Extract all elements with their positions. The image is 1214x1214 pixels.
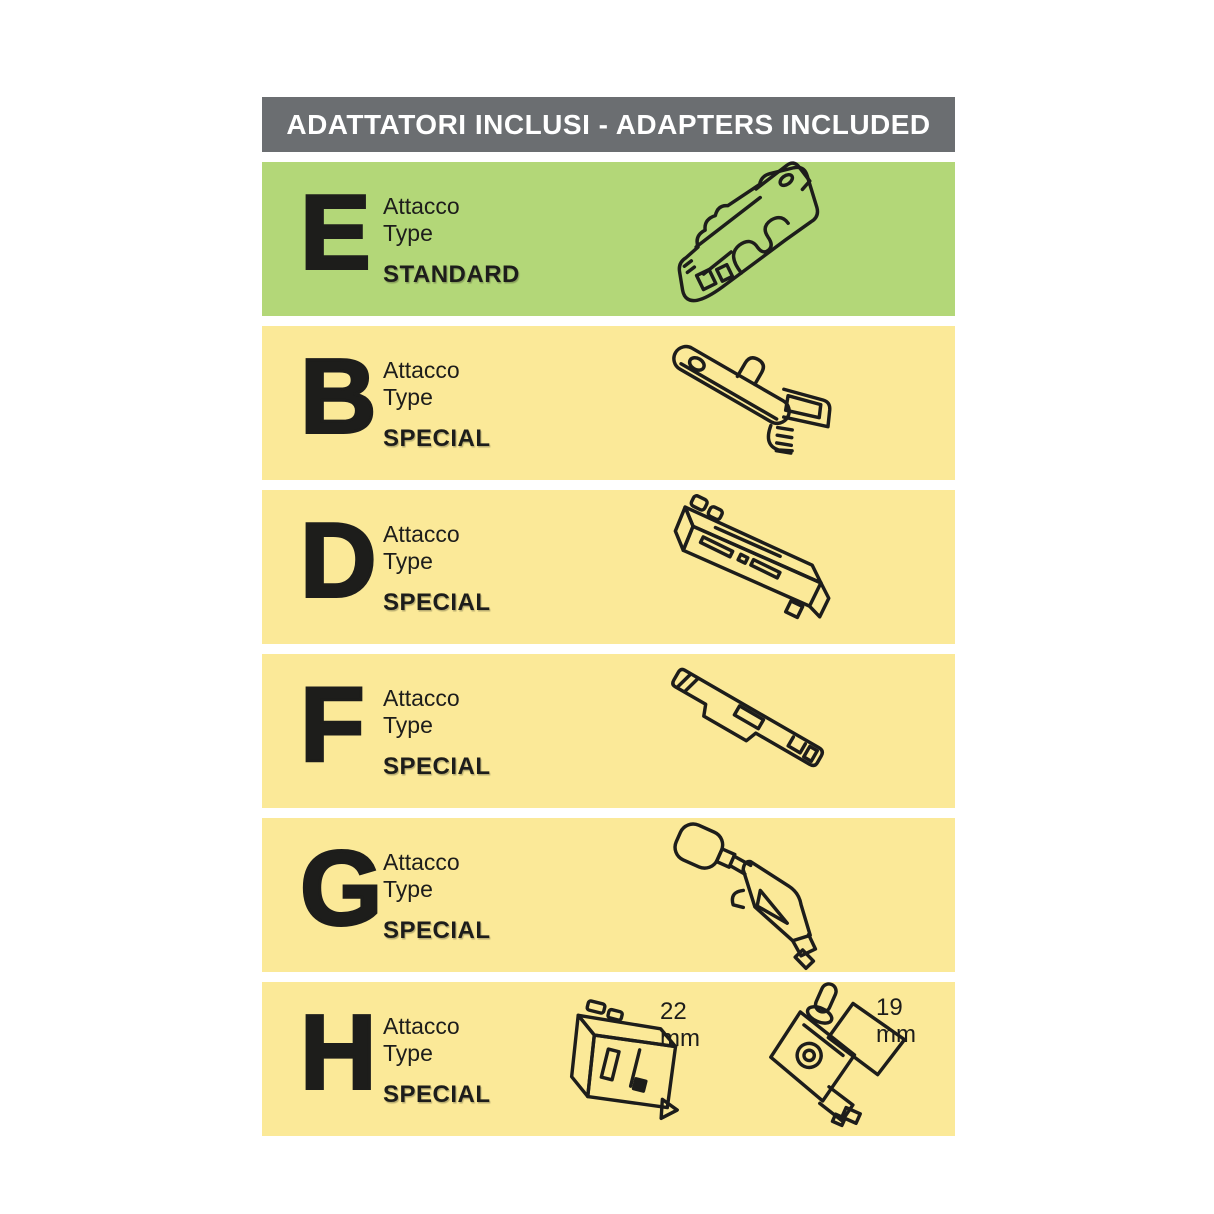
adapters-included-panel — [262, 97, 955, 1146]
attacco-label-line1: Attacco — [383, 685, 460, 711]
adapter-row-e — [262, 162, 955, 316]
category-label: SPECIAL — [383, 1081, 491, 1108]
adapter-row-g — [262, 818, 955, 972]
category-label: SPECIAL — [383, 753, 491, 780]
adapter-e-illustration — [640, 170, 858, 308]
adapter-letter-g: G — [300, 829, 381, 948]
attacco-label-line2: Type — [383, 220, 433, 246]
category-label: STANDARD — [383, 261, 520, 288]
adapter-row-b — [262, 326, 955, 480]
category-label: SPECIAL — [383, 917, 491, 944]
category-label: SPECIAL — [383, 589, 491, 616]
adapter-d-illustration — [640, 498, 858, 636]
panel-header — [262, 97, 955, 152]
adapter-b-illustration — [640, 334, 858, 472]
size-unit: mm — [876, 1021, 916, 1048]
size-label-19mm — [876, 994, 916, 1048]
adapter-letter-e: E — [300, 173, 369, 292]
panel-title: ADATTATORI INCLUSI - ADAPTERS INCLUDED — [286, 108, 931, 140]
size-value: 22 — [660, 998, 687, 1025]
adapter-labels — [383, 849, 491, 945]
adapter-labels — [383, 193, 520, 289]
adapter-letter-h: H — [300, 993, 375, 1112]
category-label: SPECIAL — [383, 425, 491, 452]
adapter-row-d — [262, 490, 955, 644]
adapter-labels — [383, 521, 491, 617]
attacco-label-line2: Type — [383, 548, 433, 574]
adapter-letter-f: F — [300, 665, 363, 784]
attacco-label-line2: Type — [383, 712, 433, 738]
attacco-label-line1: Attacco — [383, 849, 460, 875]
adapter-letter-d: D — [300, 501, 375, 620]
adapter-row-f — [262, 654, 955, 808]
size-label-22mm — [660, 998, 700, 1052]
attacco-label-line2: Type — [383, 384, 433, 410]
attacco-label-line2: Type — [383, 1040, 433, 1066]
adapter-labels — [383, 357, 491, 453]
attacco-label-line1: Attacco — [383, 521, 460, 547]
attacco-label-line1: Attacco — [383, 357, 460, 383]
attacco-label-line1: Attacco — [383, 1013, 460, 1039]
adapter-row-h — [262, 982, 955, 1136]
size-value: 19 — [876, 994, 903, 1021]
attacco-label-line2: Type — [383, 876, 433, 902]
size-unit: mm — [660, 1025, 700, 1052]
adapter-labels — [383, 1013, 491, 1109]
adapter-g-illustration — [640, 826, 858, 964]
attacco-label-line1: Attacco — [383, 193, 460, 219]
adapter-labels — [383, 685, 491, 781]
adapter-letter-b: B — [300, 337, 375, 456]
adapter-f-illustration — [640, 662, 858, 800]
